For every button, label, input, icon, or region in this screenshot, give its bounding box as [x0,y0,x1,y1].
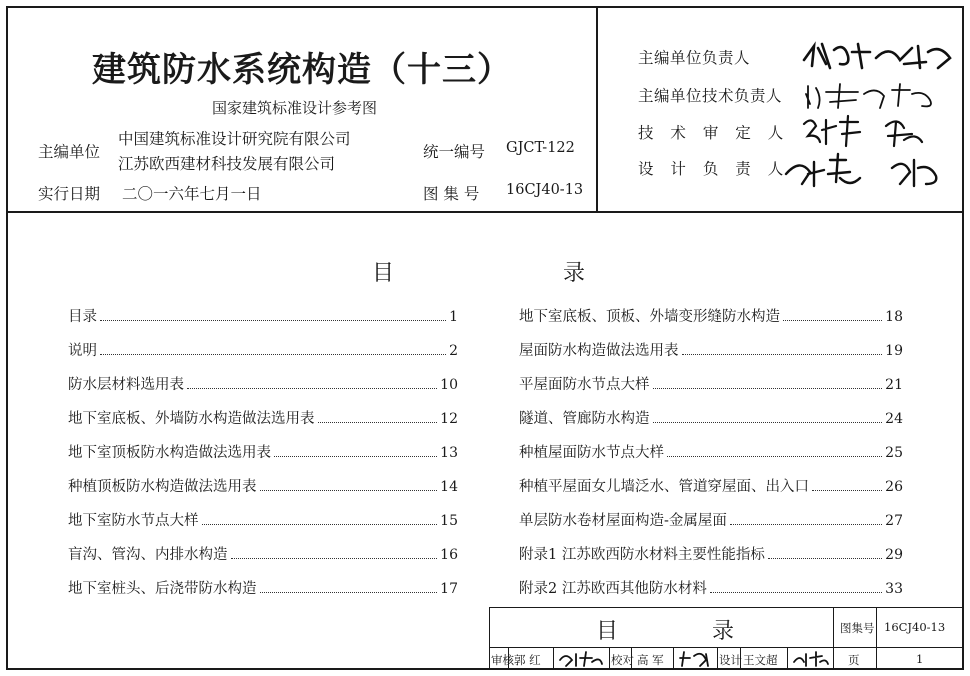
title-block-heading-right: 录 [712,619,735,644]
toc-item-page: 17 [440,581,458,597]
toc-item[interactable] [68,509,458,543]
toc-item-title: 目录 [68,309,97,325]
book-title: 建筑防水系统构造（十三） [92,50,512,90]
review-label: 审核 [491,653,514,667]
leader-dots [667,455,882,457]
editor-unit-2: 江苏欧西建材科技发展有限公司 [118,155,336,173]
toc-item-title: 隧道、管廊防水构造 [519,411,650,427]
toc-right-column [519,305,903,611]
leader-dots [730,523,882,525]
toc-item[interactable] [68,373,458,407]
toc-item[interactable] [519,339,903,373]
review-name: 郭 红 [514,653,541,667]
handwritten-signature [800,38,960,74]
toc-item-page: 15 [440,513,458,529]
leader-dots [812,489,882,491]
title-block-heading-left: 目 [596,619,619,644]
header-vertical-divider [596,6,598,213]
toc-heading-right: 录 [563,261,586,286]
leader-dots [260,591,438,593]
toc-item-title: 地下室桩头、后浇带防水构造 [68,581,257,597]
atlas-number-label: 图 集 号 [423,185,480,203]
atlas-number-value: 16CJ40-13 [506,182,584,198]
leader-dots [710,591,882,593]
toc-item-title: 附录2 江苏欧西其他防水材料 [519,581,707,597]
leader-dots [783,319,882,321]
handwritten-signature [800,78,950,112]
leader-dots [318,421,438,423]
unified-number-label: 统一编号 [423,143,486,161]
leader-dots [768,557,882,559]
toc-item-page: 19 [885,343,903,359]
editor-label: 主编单位 [38,143,101,161]
toc-item-title: 地下室底板、外墙防水构造做法选用表 [68,411,315,427]
toc-item-page: 29 [885,547,903,563]
toc-item[interactable] [519,577,903,611]
leader-dots [100,353,446,355]
toc-item[interactable] [68,339,458,373]
leader-dots [100,319,446,321]
handwritten-signature [800,112,950,150]
leader-dots [260,489,438,491]
leader-dots [653,421,883,423]
title-block-divider [609,647,610,670]
toc-item-page: 14 [440,479,458,495]
leader-dots [187,387,437,389]
leader-dots [231,557,438,559]
signatory-role: 技 术 审 定 人 [638,124,790,142]
signatory-row [638,157,788,179]
toc-item-title: 盲沟、管沟、内排水构造 [68,547,228,563]
toc-item-title: 种植顶板防水构造做法选用表 [68,479,257,495]
leader-dots [653,387,883,389]
toc-item-title: 屋面防水构造做法选用表 [519,343,679,359]
toc-item-page: 18 [885,309,903,325]
toc-item[interactable] [519,373,903,407]
leader-dots [274,455,437,457]
toc-item[interactable] [68,441,458,475]
title-block-divider [673,647,674,670]
toc-item-page: 13 [440,445,458,461]
check-name: 高 军 [637,653,664,667]
toc-item[interactable] [68,577,458,611]
title-block-divider [876,607,877,670]
toc-item-title: 地下室顶板防水构造做法选用表 [68,445,271,461]
date-label: 实行日期 [38,185,101,203]
handwritten-signature [790,648,832,668]
toc-item-page: 12 [440,411,458,427]
toc-item[interactable] [519,407,903,441]
design-name: 王文超 [743,653,778,667]
title-block-divider [787,647,788,670]
signatory-row [638,121,788,143]
header-divider [6,211,964,213]
unified-number-value: GJCT-122 [506,140,575,156]
toc-item[interactable] [519,543,903,577]
toc-item[interactable] [68,407,458,441]
date-value: 二〇一六年七月一日 [122,185,262,203]
toc-heading-left: 目 [372,261,395,286]
toc-item[interactable] [519,475,903,509]
toc-item[interactable] [68,543,458,577]
handwritten-signature [556,648,606,668]
toc-item-page: 24 [885,411,903,427]
toc-item-title: 种植屋面防水节点大样 [519,445,664,461]
title-block-atlas-value: 16CJ40-13 [884,620,946,634]
toc-item[interactable] [519,441,903,475]
toc-item[interactable] [519,305,903,339]
toc-item-page: 25 [885,445,903,461]
toc-item-title: 附录1 江苏欧西防水材料主要性能指标 [519,547,765,563]
toc-item-title: 说明 [68,343,97,359]
toc-item-title: 防水层材料选用表 [68,377,184,393]
toc-item-page: 2 [449,343,458,359]
book-subtitle: 国家建筑标准设计参考图 [212,99,378,117]
toc-item-page: 1 [449,309,458,325]
toc-item-title: 地下室底板、顶板、外墙变形缝防水构造 [519,309,780,325]
toc-item-page: 10 [440,377,458,393]
signatory-role: 主编单位技术负责人 [638,87,783,105]
toc-left-column [68,305,458,611]
leader-dots [202,523,438,525]
toc-item[interactable] [519,509,903,543]
handwritten-signature [676,648,716,668]
check-label: 校对 [611,653,634,667]
title-block-divider [717,647,718,670]
toc-item[interactable] [68,475,458,509]
toc-item-title: 平屋面防水节点大样 [519,377,650,393]
toc-item-page: 21 [885,377,903,393]
toc-item-title: 地下室防水节点大样 [68,513,199,529]
toc-item-page: 27 [885,513,903,529]
signatory-row [638,84,788,106]
toc-item-page: 26 [885,479,903,495]
toc-item-title: 单层防水卷材屋面构造-金属屋面 [519,513,727,529]
signatory-role: 主编单位负责人 [638,49,751,67]
design-label: 设计 [719,653,742,667]
title-block-atlas-label: 图集号 [840,621,875,635]
toc-item-page: 16 [440,547,458,563]
title-block-divider [833,607,834,670]
title-block-divider [553,647,554,670]
signatory-row [638,46,788,68]
toc-item-title: 种植平屋面女儿墙泛水、管道穿屋面、出入口 [519,479,809,495]
handwritten-signature [780,148,950,192]
toc-item[interactable] [68,305,458,339]
page-label: 页 [848,653,860,667]
leader-dots [682,353,883,355]
toc-item-page: 33 [885,581,903,597]
page-value: 1 [916,652,924,666]
editor-unit-1: 中国建筑标准设计研究院有限公司 [118,130,351,148]
signatory-role: 设 计 负 责 人 [638,160,790,178]
